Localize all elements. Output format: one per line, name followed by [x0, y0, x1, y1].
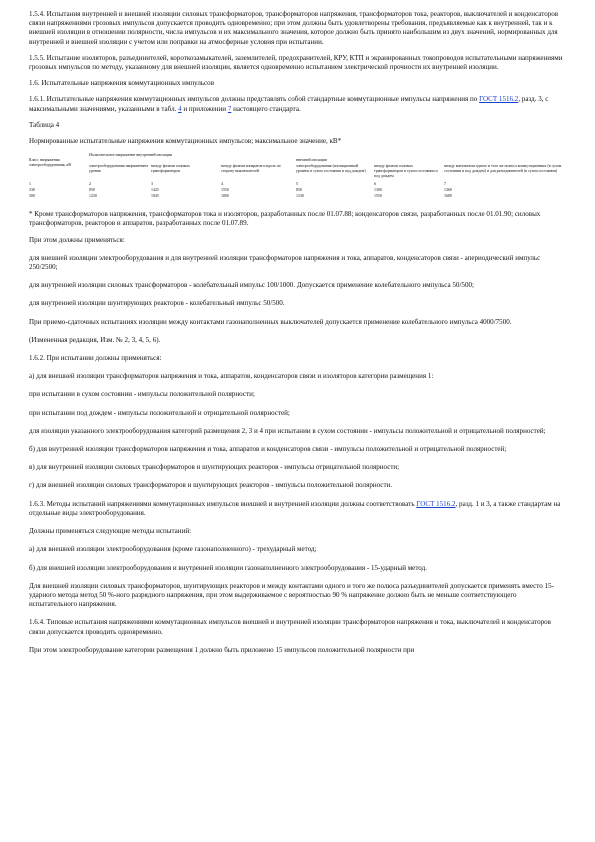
table-title: Нормированные испытательные напряжения коммутационных импульсов; максимальное значение, кВ* [29, 137, 342, 146]
paragraph-162: 1.6.2. При испытании должны применяться: [29, 354, 162, 363]
paragraph: для изоляции указанного электрооборудования категорий размещения 2, 3 и 4 при испытании в сухом состоянии - импульсы положительной и отрицательной полярностей; [29, 426, 546, 435]
column-header-voltage-class: Класс напряжения электрооборудования, кВ [29, 158, 72, 168]
paragraph: При приемо-сдаточных испытаниях изоляции между контактами газонаполненных выключателей допускается применение колебательного импульса 4000/7500. [29, 317, 512, 326]
table-cell: 1845 [151, 194, 159, 199]
group-header-external: внешней изоляции [296, 158, 327, 163]
table-cell: 1360 [444, 188, 452, 193]
gost-1516-2-link[interactable]: ГОСТ 1516.2 [416, 499, 456, 508]
text: , разд. 3, с максимальными значениями, указанными в табл. [29, 95, 549, 113]
text: 1.6.1. Испытательные напряжения коммутационных импульсов должны представлять собой стандартные коммутационные импульсы напряжения по [29, 95, 480, 104]
amendment-note: (Измененная редакция, Изм. № 2, 3, 4, 5, 6). [29, 335, 161, 344]
table-cell: 1800 [221, 194, 229, 199]
table-footnote: * Кроме трансформаторов напряжения, трансформаторов тока и изоляторов, разработанных после 01.07.88; конденсаторов связи, разработанных после 01.01.90; силовых трансформаторов, реакторов и аппаратов, разработанных после 01.07.89. [29, 210, 541, 228]
paragraph: Для внешней изоляции силовых трансформаторов, шунтирующих реакторов и между контактами одного и того же полюса разъединителей допускается применять вместо 15-ударного метода метод 50 %-ного разрядного напряжения, при этом выдерживаемое с вероятностью 90 % напряжение должно быть не меньше соответствующего испытательного напряжения. [29, 581, 554, 609]
table-cell: 330 [29, 188, 35, 193]
table-cell: 1 [29, 182, 31, 187]
table-label: Таблица 4 [29, 120, 60, 129]
paragraph-154: 1.5.4. Испытания внутренней и внешней изоляции силовых трансформаторов, трансформаторов напряжения, трансформаторов тока, реакторов, выключателей и конденсаторов связи напряжениями грозовых импульсов допускается проводить одновременно; при этом должны быть удовлетворены требования, предъявляемые как к внутренней, так и к внешней изоляции в отношении полярности, числа импульсов и их максимального значения, которое должно быть принято наибольшим из двух значений, нормированных для внутренней и внешней изоляции с учетом или поправки на атмосферные условия при испытании. [29, 10, 559, 46]
text: настоящего стандарта. [231, 104, 301, 113]
table-cell: 500 [29, 194, 35, 199]
paragraph-164: 1.6.4. Типовые испытания напряжениями коммутационных импульсов внешней и внутренней изоляции трансформаторов напряжения и тока, выключателей и конденсаторов связи допускается проводить одновременно. [29, 618, 551, 636]
table-cell: 6 [374, 182, 376, 187]
table-cell: 7 [444, 182, 446, 187]
text: и приложении [181, 104, 228, 113]
paragraph: г) для внешней изоляции силовых трансформаторов и шунтирующих реакторов - импульсы положительной полярности. [29, 481, 393, 490]
column-header: электрооборудования (изоляционный уровень в сухом состоянии и под дождем) [296, 164, 366, 174]
group-header-internal: Испытательное напряжение внутренней изоляции [89, 153, 173, 158]
table-cell: 1550 [374, 194, 382, 199]
table-cell: 2 [89, 182, 91, 187]
paragraph: при испытании в сухом состоянии - импульсы положительной полярности; [29, 390, 255, 399]
paragraph-163 [29, 500, 566, 518]
paragraph: б) для внутренней изоляции трансформаторов напряжения и тока, аппаратов и конденсаторов связи - импульсы положительной и отрицательной полярностей; [29, 445, 507, 454]
text: 1.6.3. Методы испытаний напряжениями коммутационных импульсов внешней и внутренней изоляции должны соответствовать [29, 499, 417, 508]
table-cell: 1680 [444, 194, 452, 199]
table-group-header-row [29, 153, 566, 164]
table-cell: 4 [221, 182, 223, 187]
column-header: между контактами одного и того же полюса коммутационных (в сухом состоянии и под дождем) и для разъединителей (в сухом состоянии) [444, 164, 562, 174]
table-row [29, 194, 566, 200]
paragraph: при испытании под дождем - импульсы положительной и отрицательной полярностей; [29, 408, 290, 417]
table-cell: 1230 [89, 194, 97, 199]
table-cell: 850 [89, 188, 95, 193]
appendix-7-link[interactable]: 7 [227, 104, 232, 113]
paragraph: для внутренней изоляции шунтирующих реакторов - колебательный импульс 50/500. [29, 299, 285, 308]
paragraph: для внутренней изоляции силовых трансформаторов - колебательный импульс 100/1000. Допускается применение колебательного импульса 50/500; [29, 281, 474, 290]
paragraph: При этом электрооборудование категории размещения 1 должно быть приложено 15 импульсов положительной полярности при [29, 645, 415, 654]
table-cell: 1425 [151, 188, 159, 193]
table-cell: 1550 [221, 188, 229, 193]
section-heading-16: 1.6. Испытательные напряжения коммутационных импульсов [29, 79, 215, 88]
column-header: между фазами силовых трансформаторов в сухом состоянии и под дождем [374, 164, 438, 178]
gost-1516-2-link[interactable]: ГОСТ 1516.2 [479, 95, 519, 104]
document-page [29, 10, 566, 662]
table-cell: 5 [296, 182, 298, 187]
column-header: электрооборудования напряжением уровня [89, 164, 148, 174]
paragraph: Должны применяться следующие методы испытаний: [29, 527, 192, 536]
paragraph: б) для внешней изоляции электрооборудования и внутренней изоляции газонаполненного электрооборудования - 15-ударный метод. [29, 563, 427, 572]
paragraph-155: 1.5.5. Испытание изоляторов, разъединителей, короткозамыкателей, заземлителей, предохранителей, КРУ, КТП и экранированных токопроводов испытательными напряжениями грозовых импульсов по методу, указанному для внешней изоляции, является одновременно испытанием электрической прочности их внутренней изоляции. [29, 53, 563, 72]
paragraph: а) для внешней изоляции электрооборудования (кроме газонаполненного) - трехударный метод; [29, 545, 317, 554]
column-header: между фазами силовых трансформаторов [151, 164, 190, 174]
column-header: между фазами аппаратов и вдоль по сторону выключателей [221, 164, 281, 174]
paragraph: а) для внешней изоляции трансформаторов напряжения и тока, аппаратов, конденсаторов связи и изоляторов категории размещения 1: [29, 372, 434, 381]
voltage-table [29, 153, 566, 200]
table-cell: 1230 [296, 194, 304, 199]
table-4-link[interactable]: 4 [178, 104, 182, 113]
table-cell: 1300 [374, 188, 382, 193]
text: , разд. 1 и 3, а также стандартам на отдельные виды электрооборудования. [29, 499, 561, 517]
paragraph-161 [29, 95, 566, 113]
paragraph: для внешней изоляции электрооборудования и для внутренней изоляции трансформаторов напряжения и тока, аппаратов, конденсаторов связи - апериодический импульс 250/2500; [29, 253, 541, 272]
paragraph: в) для внутренней изоляции силовых трансформаторов и шунтирующих реакторов - импульсы отрицательной полярности; [29, 463, 400, 472]
table-cell: 3 [151, 182, 153, 187]
table-cell: 850 [296, 188, 302, 193]
paragraph: При этом должны применяться: [29, 235, 125, 244]
